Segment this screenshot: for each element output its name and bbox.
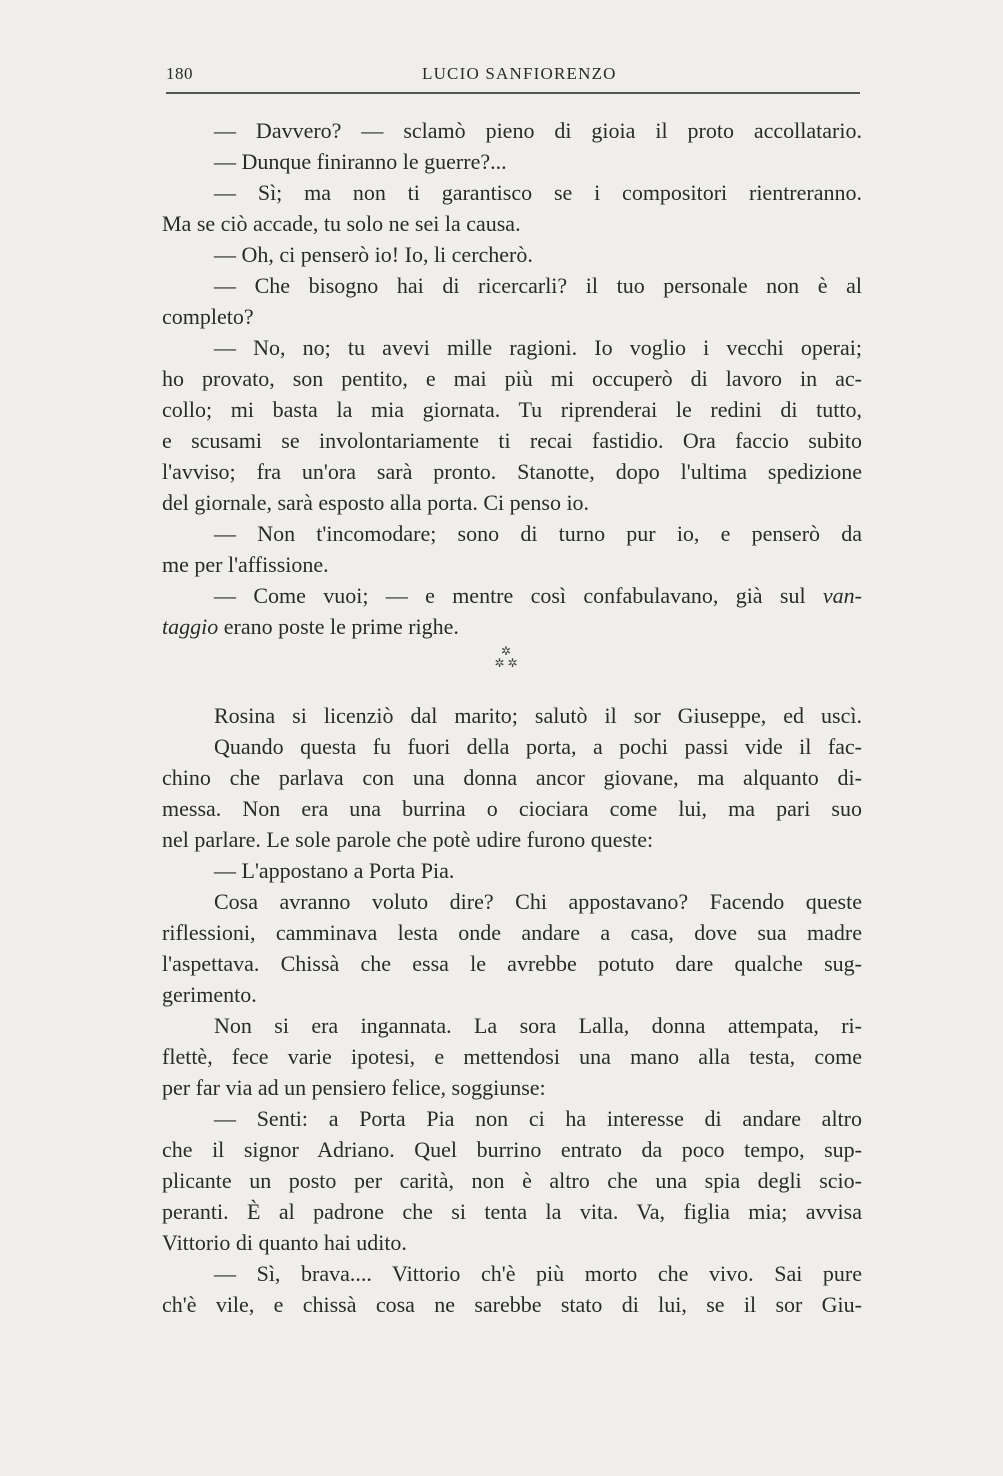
section-break-asterism <box>486 645 526 679</box>
text-line: — Sì, brava.... Vittorio ch'è più morto che vivo. Sai pure <box>214 1261 862 1286</box>
text-line: Non si era ingannata. La sora Lalla, donna attempata, ri- <box>214 1013 862 1038</box>
text-line: — Senti: a Porta Pia non ci ha interesse di andare altro <box>214 1106 862 1131</box>
text-line: — Davvero? — sclamò pieno di gioia il proto accollatario. <box>214 118 862 143</box>
page-header <box>166 64 860 90</box>
text-line: plicante un posto per carità, non è altro che una spia degli scio- <box>162 1168 862 1193</box>
text-line: completo? <box>162 304 254 329</box>
text-line: Ma se ciò accade, tu solo ne sei la causa. <box>162 211 521 236</box>
text-line: Quando questa fu fuori della porta, a pochi passi vide il fac- <box>214 734 862 759</box>
header-rule <box>166 92 860 94</box>
asterism-stars: ✲ ✲ <box>494 656 518 670</box>
text-line: ch'è vile, e chissà cosa ne sarebbe stato di lui, se il sor Giu- <box>162 1292 862 1317</box>
text-section-1 <box>162 115 862 642</box>
text-run: — Come vuoi; — e mentre così confabulavano, già sul <box>214 583 806 608</box>
text-line: — Non t'incomodare; sono di turno pur io, e penserò da <box>214 521 862 546</box>
text-line: — Che bisogno hai di ricercarli? il tuo personale non è al <box>214 273 862 298</box>
text-line: l'avviso; fra un'ora sarà pronto. Stanotte, dopo l'ultima spedizione <box>162 459 862 484</box>
text-line: me per l'affissione. <box>162 552 329 577</box>
text-line: — Dunque finiranno le guerre?... <box>214 149 507 174</box>
text-line: chino che parlava con una donna ancor giovane, ma alquanto di- <box>162 765 862 790</box>
text-line: Cosa avranno voluto dire? Chi appostavano? Facendo queste <box>214 889 862 914</box>
text-line: flettè, fece varie ipotesi, e mettendosi una mano alla testa, come <box>162 1044 862 1069</box>
text-line: — No, no; tu avevi mille ragioni. Io voglio i vecchi operai; <box>214 335 862 360</box>
text-line <box>162 580 862 611</box>
text-line: — Sì; ma non ti garantisco se i compositori rientreranno. <box>214 180 862 205</box>
text-line: — L'appostano a Porta Pia. <box>214 858 455 883</box>
text-run: erano poste le prime righe. <box>223 614 459 639</box>
text-line: del giornale, sarà esposto alla porta. Ci penso io. <box>162 490 590 515</box>
text-line: gerimento. <box>162 982 257 1007</box>
text-line <box>162 611 862 642</box>
page-number: 180 <box>166 64 193 83</box>
text-line: Rosina si licenziò dal marito; salutò il sor Giuseppe, ed uscì. <box>214 703 862 728</box>
text-line: peranti. È al padrone che si tenta la vita. Va, figlia mia; avvisa <box>162 1199 862 1224</box>
text-line: l'aspettava. Chissà che essa le avrebbe potuto dare qualche sug- <box>162 951 862 976</box>
text-line: messa. Non era una burrina o ciociara come lui, ma pari suo <box>162 796 862 821</box>
running-title: LUCIO SANFIORENZO <box>422 64 617 83</box>
text-line: collo; mi basta la mia giornata. Tu riprenderai le redini di tutto, <box>162 397 862 422</box>
text-line: ho provato, son pentito, e mai più mi occuperò di lavoro in ac- <box>162 366 862 391</box>
italic-run: taggio <box>162 614 219 639</box>
text-line: nel parlare. Le sole parole che potè udire furono queste: <box>162 827 654 852</box>
text-line: per far via ad un pensiero felice, soggiunse: <box>162 1075 546 1100</box>
text-line: che il signor Adriano. Quel burrino entrato da poco tempo, sup- <box>162 1137 862 1162</box>
text-line: riflessioni, camminava lesta onde andare a casa, dove sua madre <box>162 920 862 945</box>
text-line: e scusami se involontariamente ti recai fastidio. Ora faccio subito <box>162 428 862 453</box>
text-line: Vittorio di quanto hai udito. <box>162 1230 407 1255</box>
text-line: — Oh, ci penserò io! Io, li cercherò. <box>214 242 533 267</box>
text-section-2 <box>162 700 862 1320</box>
asterism-star: ✲ <box>500 644 512 658</box>
italic-run: van- <box>822 583 863 608</box>
